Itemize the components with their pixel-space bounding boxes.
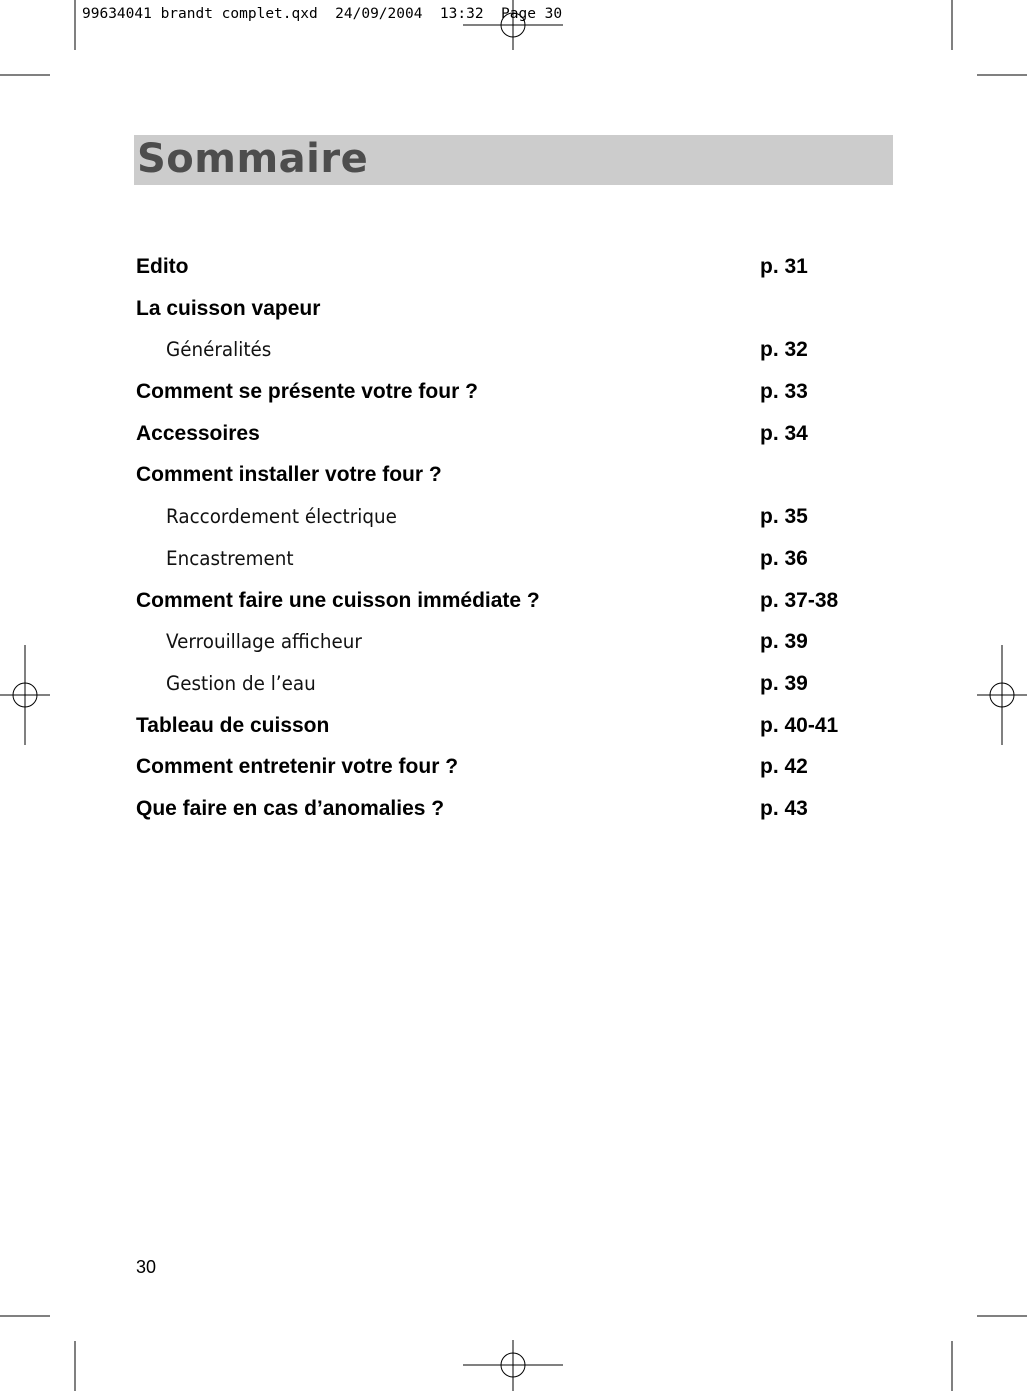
toc-entry-label: Généralités xyxy=(166,338,272,362)
toc-subentry xyxy=(136,496,896,538)
toc-entry-label: Comment installer votre four ? xyxy=(136,463,442,487)
toc-entry-label: Verrouillage afficheur xyxy=(166,630,362,654)
toc-entry xyxy=(136,746,896,788)
toc-entry-page: p. 32 xyxy=(760,338,808,362)
toc-subentry xyxy=(136,663,896,705)
toc-entry-label: Raccordement électrique xyxy=(166,505,397,529)
toc-entry-label: Gestion de l’eau xyxy=(166,671,316,695)
toc-subentry xyxy=(136,621,896,663)
toc-entry-label: Comment entretenir votre four ? xyxy=(136,755,459,779)
page-title: Sommaire xyxy=(137,136,369,182)
toc-entry xyxy=(136,788,896,830)
title-bar xyxy=(134,135,893,185)
toc-entry-page: p. 35 xyxy=(760,505,808,529)
toc-entry-page: p. 39 xyxy=(760,630,808,654)
toc-entry-label: Comment faire une cuisson immédiate ? xyxy=(136,588,540,612)
registration-mark-left xyxy=(0,645,50,745)
toc-entry-label: Comment se présente votre four ? xyxy=(136,380,478,404)
toc-subentry xyxy=(136,329,896,371)
toc-entry xyxy=(136,288,896,330)
toc-entry-page: p. 43 xyxy=(760,796,808,820)
toc-entry-label: Que faire en cas d’anomalies ? xyxy=(136,796,445,820)
toc-entry-label: La cuisson vapeur xyxy=(136,296,321,320)
toc-entry xyxy=(136,580,896,622)
toc-entry xyxy=(136,705,896,747)
toc-subentry xyxy=(136,538,896,580)
table-of-contents xyxy=(136,246,896,830)
toc-entry-label: Tableau de cuisson xyxy=(136,713,330,737)
toc-entry-page: p. 36 xyxy=(760,546,808,570)
registration-mark-right xyxy=(977,645,1027,745)
registration-mark-top xyxy=(463,0,563,50)
toc-entry xyxy=(136,454,896,496)
toc-entry-page: p. 31 xyxy=(760,255,808,278)
toc-entry-label: Encastrement xyxy=(166,546,294,570)
toc-entry-label: Edito xyxy=(136,255,189,278)
toc-entry-page: p. 39 xyxy=(760,671,808,695)
toc-entry-page: p. 40-41 xyxy=(760,713,839,737)
toc-entry-page: p. 33 xyxy=(760,380,808,404)
toc-entry-page: p. 37-38 xyxy=(760,588,839,612)
print-slug: 99634041 brandt complet.qxd 24/09/2004 13:32 Page 30 xyxy=(82,6,563,22)
toc-entry-page: p. 42 xyxy=(760,755,808,779)
page-number: 30 xyxy=(136,1257,157,1277)
registration-mark-bottom xyxy=(463,1340,563,1391)
toc-entry-label: Accessoires xyxy=(136,421,260,445)
toc-entry xyxy=(136,246,896,288)
toc-entry-page: p. 34 xyxy=(760,421,808,445)
toc-entry xyxy=(136,413,896,455)
toc-entry xyxy=(136,371,896,413)
